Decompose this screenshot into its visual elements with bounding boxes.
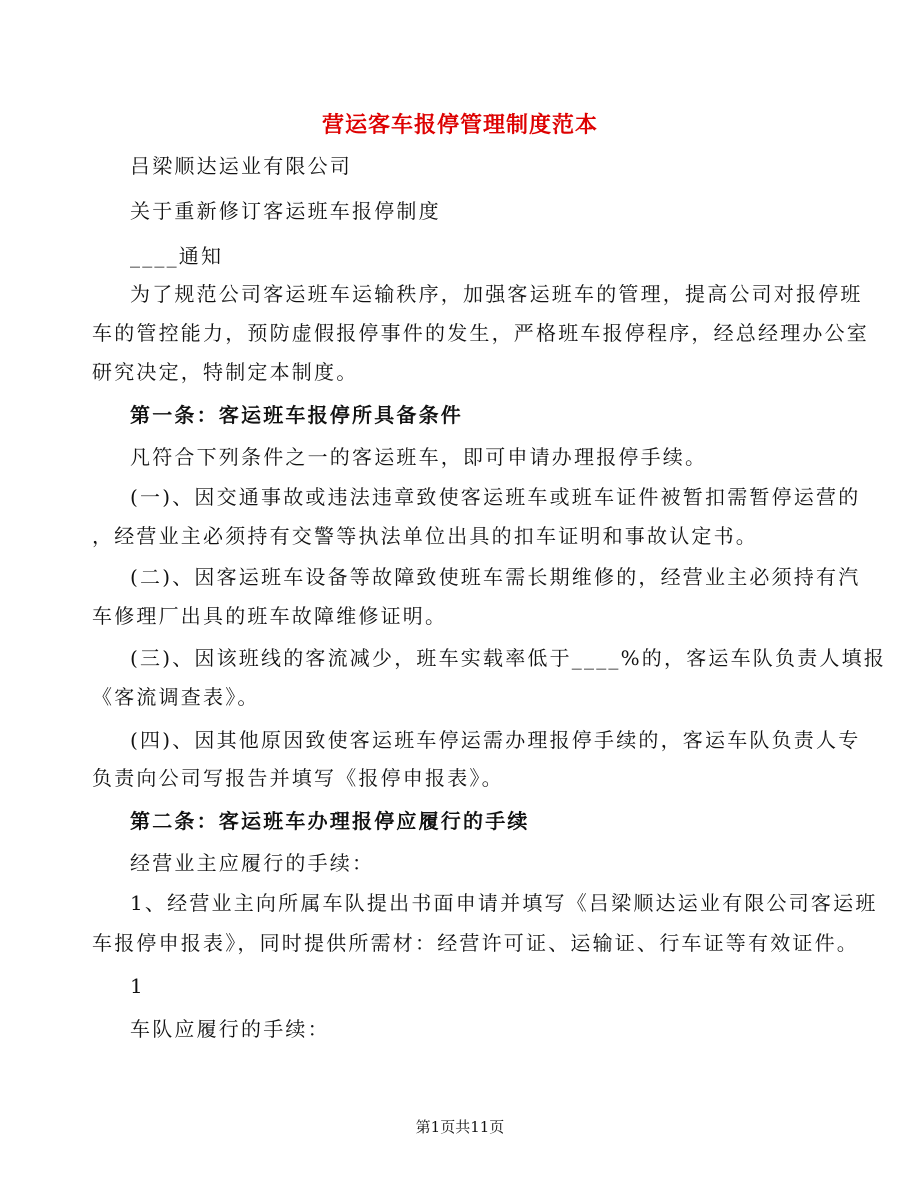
condition-4-line-2: 负责向公司写报告并填写《报停申报表》。 bbox=[92, 766, 504, 790]
operator-procedures-label: 经营业主应履行的手续： bbox=[130, 851, 375, 875]
article-1-heading: 第一条：客运班车报停所具备条件 bbox=[130, 403, 463, 427]
notice-label: ____通知 bbox=[130, 244, 224, 268]
condition-3-line-1: (三)、因该班线的客流减少，班车实载率低于____%的，客运车队负责人填报 bbox=[130, 646, 887, 670]
intro-line-1: 为了规范公司客运班车运输秩序，加强客运班车的管理，提高公司对报停班 bbox=[130, 282, 863, 306]
condition-4-line-1: (四)、因其他原因致使客运班车停运需办理报停手续的，客运车队负责人专 bbox=[130, 728, 861, 752]
article-2-heading: 第二条：客运班车办理报停应履行的手续 bbox=[130, 809, 530, 833]
condition-1-line-2: ，经营业主必须持有交警等执法单位出具的扣车证明和事故认定书。 bbox=[92, 524, 758, 548]
condition-1-line-1: (一)、因交通事故或违法违章致使客运班车或班车证件被暂扣需暂停运营的 bbox=[130, 485, 861, 509]
page-footer: 第1页共11页 bbox=[415, 1118, 505, 1136]
notice-subject: 关于重新修订客运班车报停制度 bbox=[130, 199, 441, 223]
article-1-intro: 凡符合下列条件之一的客运班车，即可申请办理报停手续。 bbox=[130, 445, 708, 469]
intro-line-3: 研究决定，特制定本制度。 bbox=[92, 360, 359, 384]
company-name: 吕梁顺达运业有限公司 bbox=[130, 154, 352, 178]
condition-2-line-2: 车修理厂出具的班车故障维修证明。 bbox=[92, 604, 448, 628]
procedure-1-line-1: 1、经营业主向所属车队提出书面申请并填写《吕梁顺达运业有限公司客运班 bbox=[130, 891, 878, 915]
fleet-procedures-label: 车队应履行的手续： bbox=[130, 1017, 330, 1041]
page-number-marker: 1 bbox=[130, 974, 145, 998]
intro-line-2: 车的管控能力，预防虚假报停事件的发生，严格班车报停程序，经总经理办公室 bbox=[92, 321, 869, 345]
procedure-1-line-2: 车报停申报表》，同时提供所需材：经营许可证、运输证、行车证等有效证件。 bbox=[92, 931, 859, 955]
document-title: 营运客车报停管理制度范本 bbox=[321, 112, 598, 138]
condition-3-line-2: 《客流调查表》。 bbox=[92, 685, 260, 709]
condition-2-line-1: (二)、因客运班车设备等故障致使班车需长期维修的，经营业主必须持有汽 bbox=[130, 565, 861, 589]
